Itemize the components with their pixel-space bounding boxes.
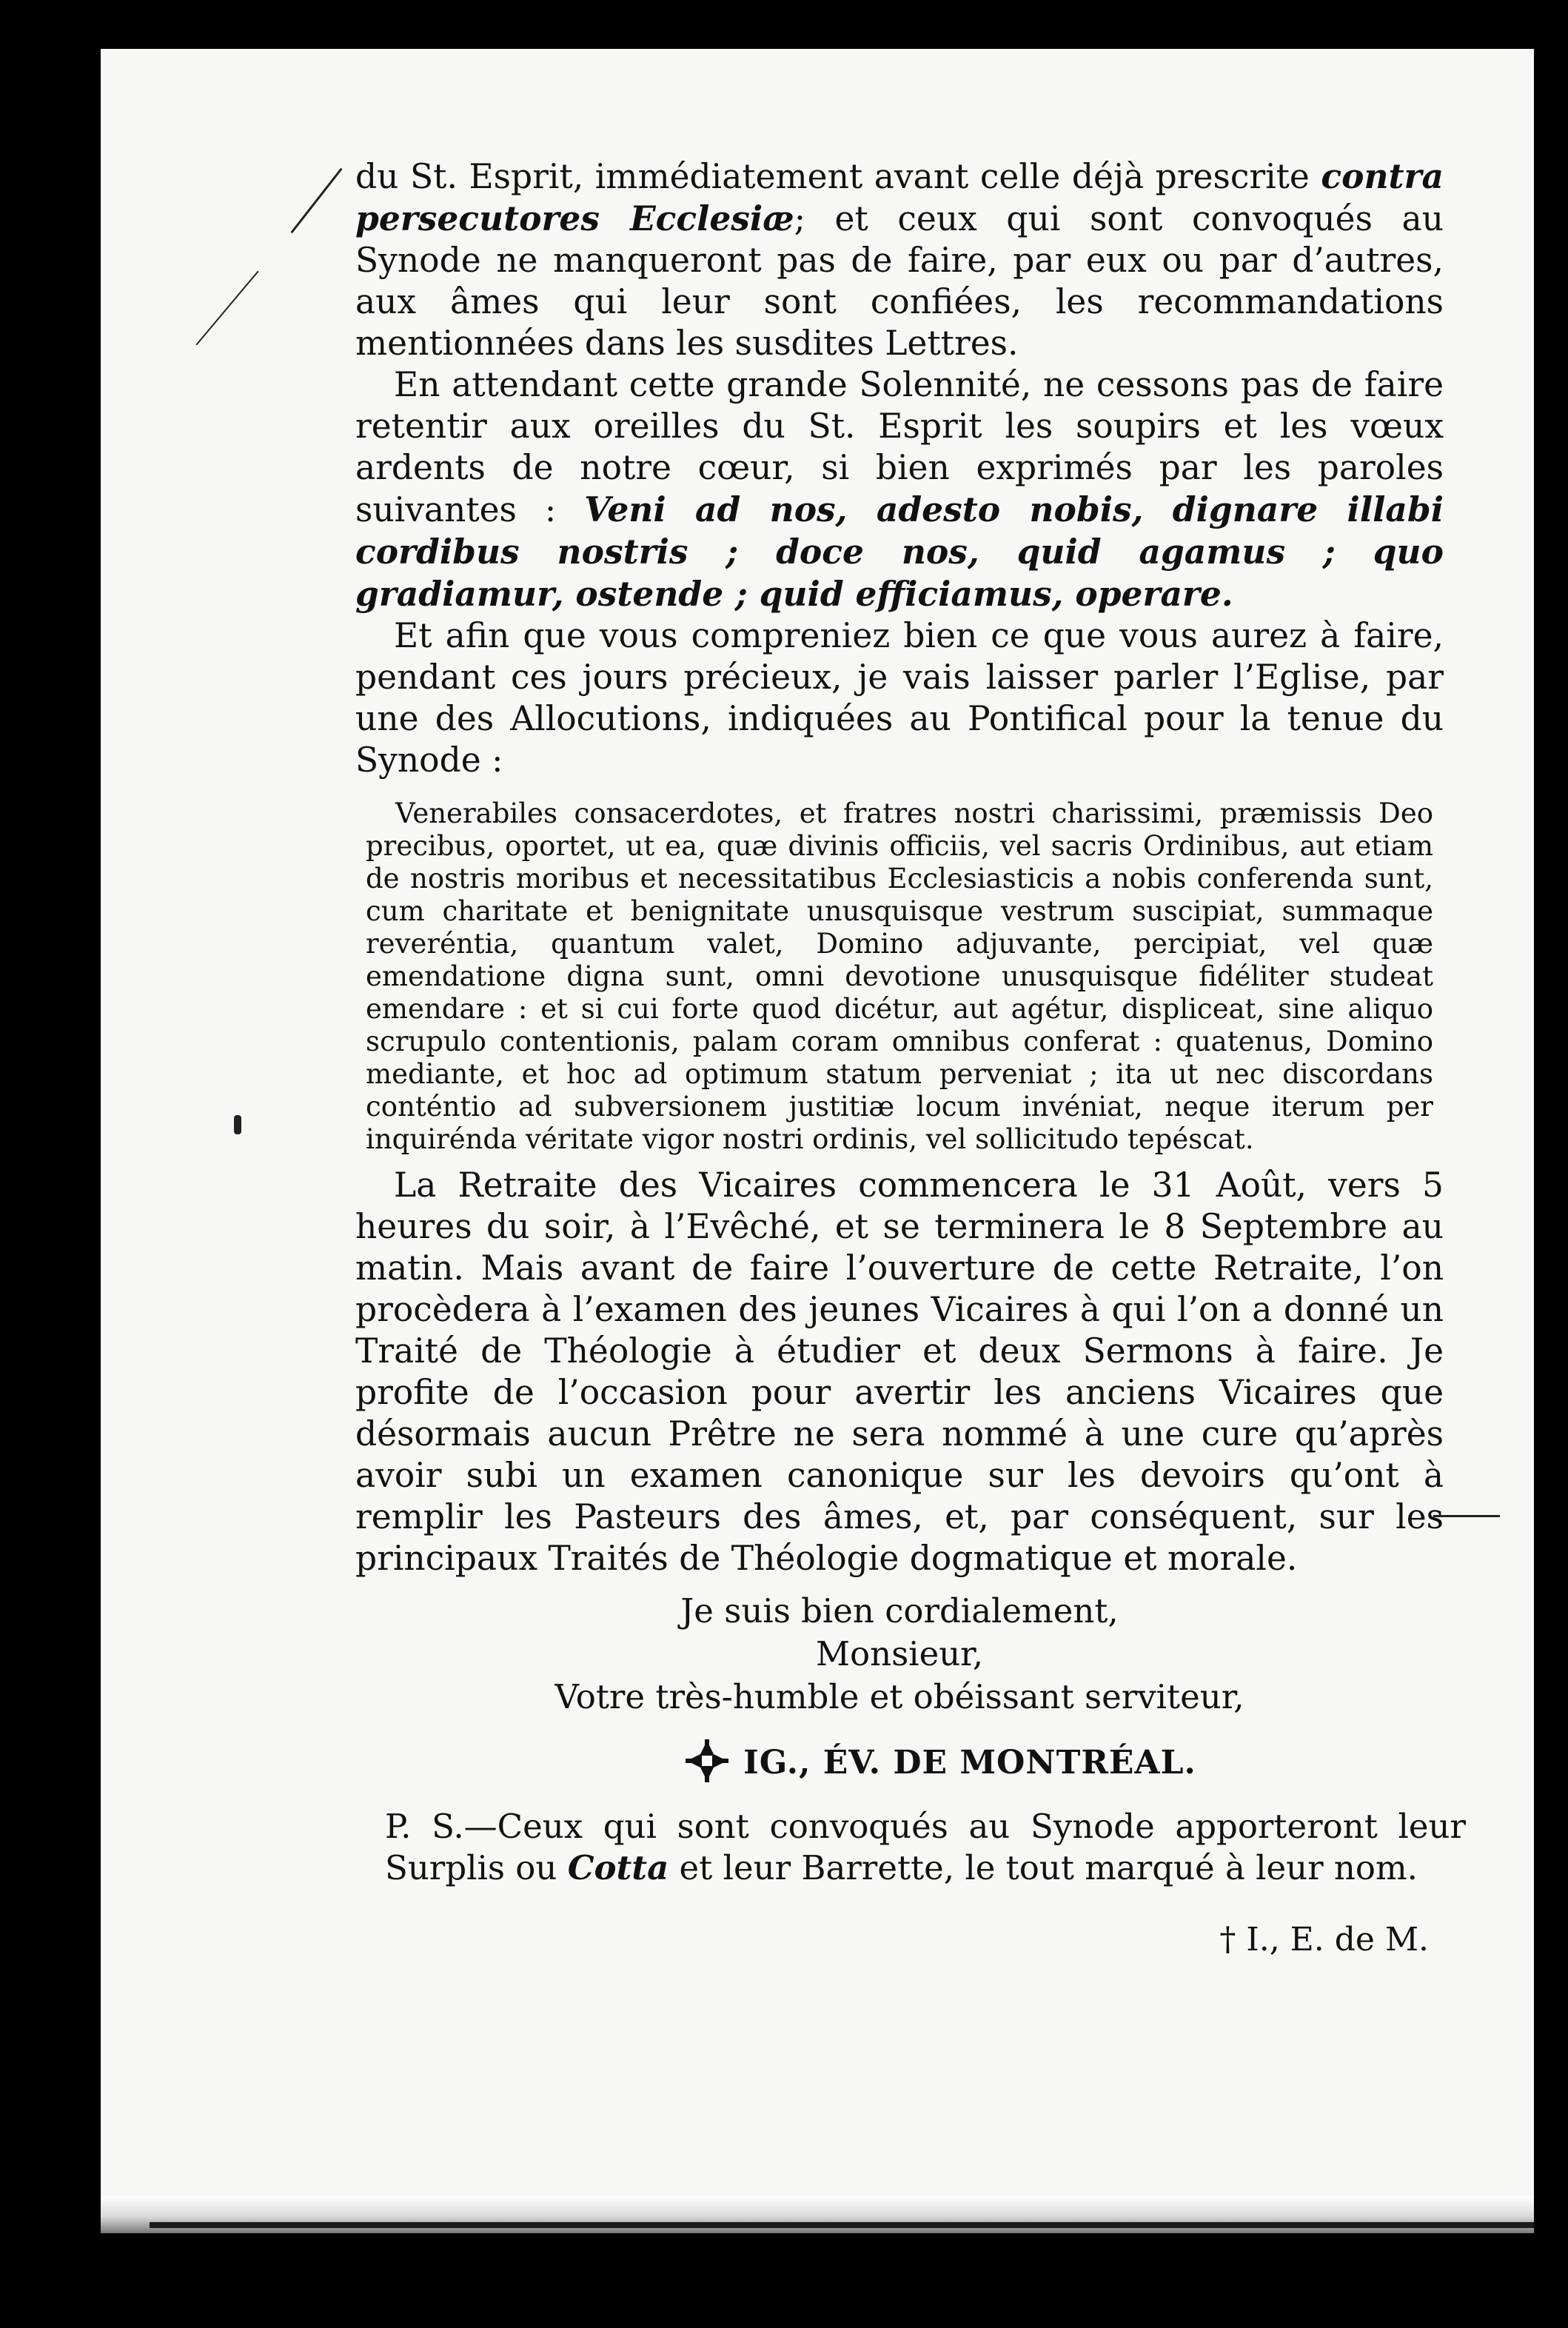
document-page (101, 49, 1534, 2233)
text-run: Et afin que vous compreniez bien ce que vous aurez à faire, pendant ces jours précieux, je vais laisser parler l’Eglise, par une des Allocutions, indiquées au Pontifical pour la tenue du Synode : (355, 616, 1444, 780)
signature (355, 1738, 1444, 1784)
italic-text-run: contra persecutores Ecclesiæ (355, 156, 1444, 238)
text-run: du St. Esprit, immédiatement avant celle déjà prescrite (355, 157, 1321, 196)
italic-text-run: Cotta (567, 1848, 669, 1887)
text-run: ; et ceux qui sont convoqués au Synode ne manqueront pas de faire, par eux ou par d’autres, aux âmes qui leur sont confiées, les recommandations mentionnées dans les susdites Lettres. (355, 199, 1444, 363)
closing-salutation (355, 1590, 1444, 1719)
closing-line-3: Votre très-humble et obéissant serviteur, (555, 1677, 1244, 1716)
paragraph-3 (355, 615, 1444, 781)
postscript (385, 1806, 1466, 1889)
text-run: P. S.—Ceux qui sont convoqués au Synode apporteront leur Surplis ou (385, 1807, 1466, 1887)
text-run: La Retraite des Vicaires commencera le 31 Août, vers 5 heures du soir, à l’Evêché, et se terminera le 8 Septembre au matin. Mais avant de faire l’ouverture de cette Retraite, l’on procèdera à l’examen des jeunes Vicaires à qui l’on a donné un Traité de Théologie à étudier et deux Sermons à faire. Je profite de l’occasion pour avertir les anciens Vicaires que désormais aucun Prêtre ne sera nommé à une cure qu’après avoir subi un examen canonique sur les devoirs qu’ont à remplir les Pasteurs des âmes, et, par conséquent, sur les principaux Traités de Théologie dogmatique et morale. (355, 1165, 1444, 1578)
text-run: et leur Barrette, le tout marqué à leur nom. (669, 1848, 1418, 1887)
margin-scratch-mark (290, 168, 342, 234)
initials: † I., E. de M. (1219, 1921, 1429, 1959)
paragraph-1 (355, 155, 1444, 364)
latin-allocution-quote (366, 797, 1433, 1156)
paragraph-2 (355, 364, 1444, 615)
margin-scratch-mark (195, 271, 258, 346)
margin-ink-dot (234, 1115, 241, 1134)
italic-text-run: Veni ad nos, adesto nobis, dignare illabi cordibus nostris ; doce nos, quid agamus ; quo gradiamur, ostende ; quid efficiamus, operare. (355, 489, 1444, 614)
letter-body (355, 155, 1466, 1961)
episcopal-cross-icon (684, 1738, 730, 1784)
signature-text: IG., ÉV. DE MONTRÉAL. (743, 1744, 1196, 1782)
closing-line-1: Je suis bien cordialement, (680, 1591, 1119, 1630)
closing-line-2: Monsieur, (815, 1634, 984, 1673)
page-bottom-edge (150, 2222, 1534, 2228)
paragraph-retraite (355, 1165, 1444, 1579)
text-run: En attendant cette grande Solennité, ne cessons pas de faire retentir aux oreilles du St. Esprit les soupirs et les vœux ardents de notre cœur, si bien exprimés par les paroles suivantes : (355, 365, 1444, 529)
text-run: Venerabiles consacerdotes, et fratres nostri charissimi, præmissis Deo precibus, oportet, ut ea, quæ divinis officiis, vel sacris Ordinibus, aut etiam de nostris moribus et necessitatibus Ecclesiasticis a nobis conferenda sunt, cum charitate et benignitate unusquisque vestrum suscipiat, summaque reveréntia, quantum valet, Domino adjuvante, percipiat, vel quæ emendatione digna sunt, omni devotione unusquisque fidéliter studeat emendare : et si cui forte quod dicétur, aut agétur, displiceat, sine aliquo scrupulo contentionis, palam coram omnibus conferat : quatenus, Domino mediante, et hoc ad optimum statum perveniat ; ita ut nec discordans conténtio ad subversionem justitiæ locum invéniat, neque iterum per inquiréndа véritate vigor nostri ordinis, vel sollicitudo tepéscat. (366, 797, 1433, 1155)
